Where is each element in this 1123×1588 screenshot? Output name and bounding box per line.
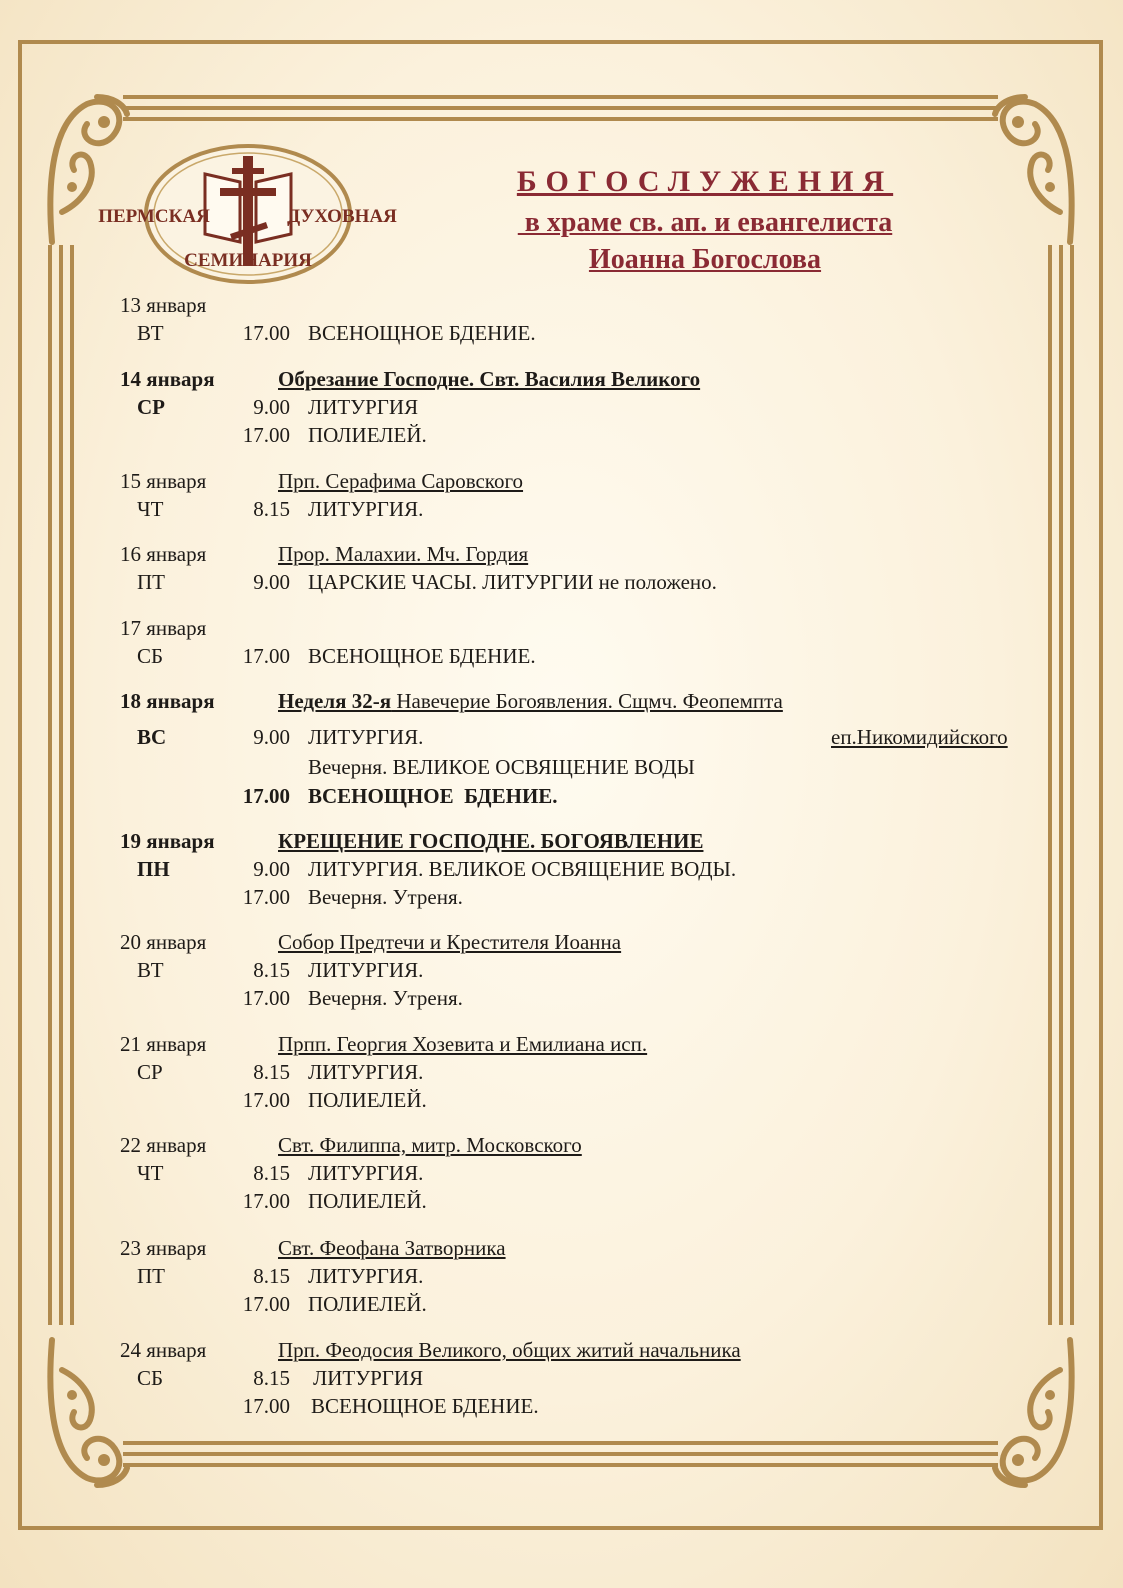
weekday: ВТ <box>137 321 164 345</box>
date: 21 января <box>120 1032 207 1056</box>
service-name: ПОЛИЕЛЕЙ. <box>308 1292 427 1316</box>
service-time: 8.15 <box>253 1264 290 1288</box>
service-time: 8.15 <box>253 1366 290 1390</box>
service-name: Вечерня. ВЕЛИКОЕ ОСВЯЩЕНИЕ ВОДЫ <box>308 755 695 779</box>
service-time: 8.15 <box>253 1161 290 1185</box>
service-name: ЛИТУРГИЯ. <box>308 497 424 521</box>
logo-text-right: ДУХОВНАЯ <box>287 206 397 227</box>
service-time: 17.00 <box>242 321 290 345</box>
date: 16 января <box>120 542 207 566</box>
service-time: 8.15 <box>253 1060 290 1084</box>
date: 19 января <box>120 829 215 853</box>
service-time: 17.00 <box>242 1292 290 1316</box>
service-name: ЛИТУРГИЯ. <box>308 958 424 982</box>
service-name: ПОЛИЕЛЕЙ. <box>308 1189 427 1213</box>
weekday: СБ <box>137 644 164 668</box>
service-name: Вечерня. Утреня. <box>308 885 463 909</box>
service-name: ЛИТУРГИЯ. <box>308 725 424 749</box>
date: 14 января <box>120 367 215 391</box>
service-name: ЛИТУРГИЯ. <box>308 1264 424 1288</box>
date: 23 января <box>120 1236 207 1260</box>
service-name: ВСЕНОЩНОЕ БДЕНИЕ. <box>308 784 558 808</box>
service-name: ПОЛИЕЛЕЙ. <box>308 423 427 447</box>
service-name: ЛИТУРГИЯ. <box>308 1060 424 1084</box>
logo-text-left: ПЕРМСКАЯ <box>98 206 210 227</box>
service-name: Вечерня. Утреня. <box>308 986 463 1010</box>
feast-name: Прп. Феодосия Великого, общих житий начальника <box>278 1338 741 1362</box>
service-time: 17.00 <box>242 784 290 808</box>
service-time: 9.00 <box>253 395 290 419</box>
service-time: 9.00 <box>253 570 290 594</box>
service-time: 17.00 <box>242 1088 290 1112</box>
feast-name-continuation: еп.Никомидийского <box>831 725 1008 749</box>
date: 24 января <box>120 1338 207 1362</box>
logo-text-bottom: СЕМИНАРИЯ <box>184 250 312 271</box>
date: 13 января <box>120 293 207 317</box>
date: 22 января <box>120 1133 207 1157</box>
service-time: 17.00 <box>242 644 290 668</box>
date: 18 января <box>120 689 215 713</box>
weekday: СБ <box>137 1366 164 1390</box>
feast-name <box>278 689 783 713</box>
weekday: ВТ <box>137 958 164 982</box>
service-time: 8.15 <box>253 958 290 982</box>
page-subtitle-2: Иоанна Богослова <box>588 244 822 275</box>
feast-name: Свт. Филиппа, митр. Московского <box>278 1133 582 1157</box>
date: 17 января <box>120 616 207 640</box>
page-subtitle: в храме св. ап. и евангелиста <box>517 207 893 238</box>
service-name: ВСЕНОЩНОЕ БДЕНИЕ. <box>308 321 536 345</box>
feast-name: Свт. Феофана Затворника <box>278 1236 506 1260</box>
feast-name: Прпп. Георгия Хозевита и Емилиана исп. <box>278 1032 648 1056</box>
service-name: ЛИТУРГИЯ. <box>308 1161 424 1185</box>
weekday: ПН <box>137 857 170 881</box>
service-time: 9.00 <box>253 725 290 749</box>
feast-name: Прор. Малахии. Мч. Гордия <box>278 542 529 566</box>
date: 15 января <box>120 469 207 493</box>
service-time: 9.00 <box>253 857 290 881</box>
service-time: 17.00 <box>242 423 290 447</box>
service-time: 17.00 <box>242 986 290 1010</box>
service-name: ЦАРСКИЕ ЧАСЫ. ЛИТУРГИИ не положено. <box>308 570 717 594</box>
feast-week: Неделя 32-я <box>278 689 392 713</box>
weekday: ПТ <box>137 1264 165 1288</box>
service-name: ЛИТУРГИЯ <box>313 1366 424 1390</box>
page-title: БОГОСЛУЖЕНИЯ <box>516 165 894 198</box>
service-time: 8.15 <box>253 497 290 521</box>
weekday: ЧТ <box>137 497 164 521</box>
service-name: ВСЕНОЩНОЕ БДЕНИЕ. <box>308 644 536 668</box>
feast-name: Прп. Серафима Саровского <box>278 469 524 493</box>
weekday: ЧТ <box>137 1161 164 1185</box>
weekday: ПТ <box>137 570 165 594</box>
service-name: ВСЕНОЩНОЕ БДЕНИЕ. <box>311 1394 539 1418</box>
feast-text: Навечерие Богоявления. Сщмч. Феопемпта <box>391 689 783 713</box>
service-name: ЛИТУРГИЯ. ВЕЛИКОЕ ОСВЯЩЕНИЕ ВОДЫ. <box>308 857 737 881</box>
weekday: СР <box>137 395 165 419</box>
feast-name: Обрезание Господне. Свт. Василия Великого <box>278 367 701 391</box>
weekday: СР <box>137 1060 163 1084</box>
service-time: 17.00 <box>242 1394 290 1418</box>
date: 20 января <box>120 930 207 954</box>
service-name: ЛИТУРГИЯ <box>308 395 419 419</box>
service-time: 17.00 <box>242 1189 290 1213</box>
service-time: 17.00 <box>242 885 290 909</box>
service-name: ПОЛИЕЛЕЙ. <box>308 1088 427 1112</box>
feast-name: Собор Предтечи и Крестителя Иоанна <box>278 930 622 954</box>
weekday: ВС <box>137 725 167 749</box>
feast-name: КРЕЩЕНИЕ ГОСПОДНЕ. БОГОЯВЛЕНИЕ <box>278 829 704 853</box>
